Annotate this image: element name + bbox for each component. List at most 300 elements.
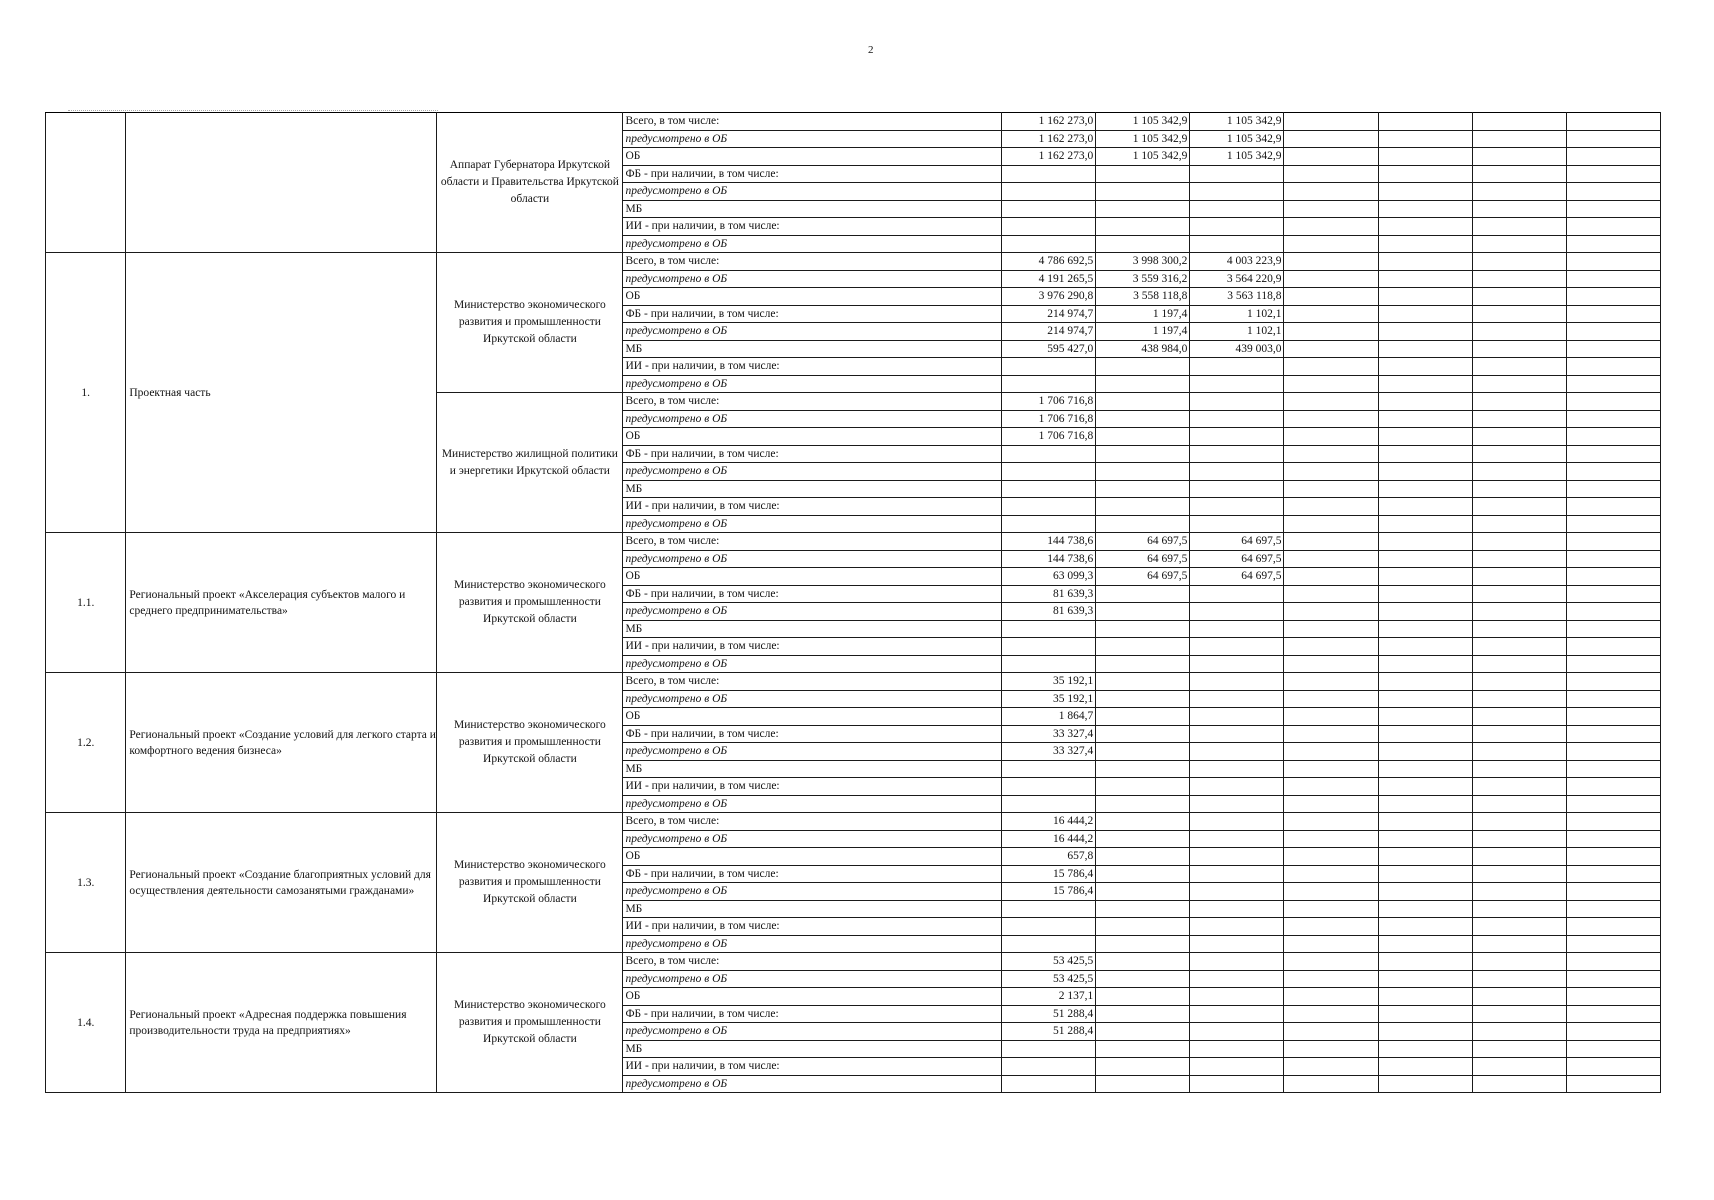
amount-cell	[1002, 918, 1096, 936]
amount-cell: 1 706 716,8	[1002, 393, 1096, 411]
amount-cell	[1284, 725, 1378, 743]
amount-cell	[1378, 813, 1472, 831]
amount-cell	[1566, 235, 1660, 253]
amount-cell	[1378, 900, 1472, 918]
amount-cell	[1378, 323, 1472, 341]
amount-cell: 1 706 716,8	[1002, 428, 1096, 446]
amount-cell	[1284, 253, 1378, 271]
amount-cell	[1378, 113, 1472, 131]
amount-cell	[1190, 830, 1284, 848]
amount-cell	[1096, 1023, 1190, 1041]
amount-cell	[1190, 410, 1284, 428]
amount-cell: 1 102,1	[1190, 305, 1284, 323]
amount-cell	[1472, 428, 1566, 446]
amount-cell	[1378, 393, 1472, 411]
table-row	[46, 113, 1661, 131]
amount-cell	[1566, 165, 1660, 183]
section-name: Региональный проект «Создание условий для легкого старта и комфортного ведения бизнеса»	[126, 673, 437, 813]
amount-cell	[1472, 305, 1566, 323]
amount-cell	[1284, 953, 1378, 971]
amount-cell: 4 191 265,5	[1002, 270, 1096, 288]
amount-cell	[1378, 988, 1472, 1006]
amount-cell: 64 697,5	[1190, 568, 1284, 586]
funding-source-label: Всего, в том числе:	[623, 673, 1002, 691]
amount-cell	[1566, 1023, 1660, 1041]
amount-cell	[1378, 568, 1472, 586]
funding-source-label: ИИ - при наличии, в том числе:	[623, 918, 1002, 936]
amount-cell	[1566, 568, 1660, 586]
amount-cell	[1190, 480, 1284, 498]
funding-source-label: предусмотрено в ОБ	[623, 935, 1002, 953]
amount-cell	[1566, 498, 1660, 516]
responsible-executor: Министерство жилищной политики и энергетики Иркутской области	[437, 393, 623, 533]
amount-cell	[1378, 795, 1472, 813]
amount-cell	[1378, 620, 1472, 638]
amount-cell	[1566, 795, 1660, 813]
amount-cell	[1284, 480, 1378, 498]
section-number: 1.2.	[46, 673, 126, 813]
amount-cell: 51 288,4	[1002, 1005, 1096, 1023]
amount-cell	[1284, 130, 1378, 148]
amount-cell	[1378, 1040, 1472, 1058]
amount-cell	[1190, 358, 1284, 376]
funding-source-label: предусмотрено в ОБ	[623, 1023, 1002, 1041]
amount-cell	[1284, 183, 1378, 201]
amount-cell	[1472, 988, 1566, 1006]
amount-cell: 64 697,5	[1096, 550, 1190, 568]
amount-cell	[1190, 1040, 1284, 1058]
funding-source-label: предусмотрено в ОБ	[623, 550, 1002, 568]
section-number: 1.	[46, 253, 126, 533]
amount-cell	[1002, 515, 1096, 533]
amount-cell: 214 974,7	[1002, 305, 1096, 323]
amount-cell	[1096, 428, 1190, 446]
funding-source-label: МБ	[623, 200, 1002, 218]
amount-cell	[1284, 673, 1378, 691]
amount-cell	[1566, 848, 1660, 866]
amount-cell	[1190, 1058, 1284, 1076]
amount-cell	[1284, 935, 1378, 953]
amount-cell	[1566, 708, 1660, 726]
amount-cell	[1378, 603, 1472, 621]
amount-cell	[1190, 498, 1284, 516]
table-row	[46, 253, 1661, 271]
amount-cell	[1472, 410, 1566, 428]
amount-cell	[1378, 953, 1472, 971]
amount-cell	[1378, 830, 1472, 848]
amount-cell	[1472, 253, 1566, 271]
amount-cell	[1096, 970, 1190, 988]
amount-cell	[1190, 445, 1284, 463]
amount-cell	[1472, 533, 1566, 551]
amount-cell	[1378, 183, 1472, 201]
amount-cell	[1378, 760, 1472, 778]
table-row	[46, 813, 1661, 831]
amount-cell	[1002, 235, 1096, 253]
amount-cell	[1190, 218, 1284, 236]
amount-cell: 3 563 118,8	[1190, 288, 1284, 306]
amount-cell	[1190, 603, 1284, 621]
amount-cell	[1190, 848, 1284, 866]
amount-cell: 35 192,1	[1002, 690, 1096, 708]
amount-cell	[1096, 183, 1190, 201]
amount-cell	[1472, 165, 1566, 183]
amount-cell	[1566, 428, 1660, 446]
table-row	[46, 533, 1661, 551]
amount-cell: 1 105 342,9	[1096, 113, 1190, 131]
amount-cell	[1096, 865, 1190, 883]
amount-cell	[1284, 1075, 1378, 1093]
amount-cell	[1284, 323, 1378, 341]
amount-cell	[1472, 673, 1566, 691]
responsible-executor: Министерство экономического развития и промышленности Иркутской области	[437, 953, 623, 1093]
amount-cell	[1284, 393, 1378, 411]
funding-source-label: ФБ - при наличии, в том числе:	[623, 725, 1002, 743]
amount-cell	[1378, 638, 1472, 656]
amount-cell	[1284, 900, 1378, 918]
amount-cell	[1002, 498, 1096, 516]
funding-source-label: предусмотрено в ОБ	[623, 235, 1002, 253]
amount-cell	[1472, 708, 1566, 726]
amount-cell	[1190, 183, 1284, 201]
amount-cell	[1096, 673, 1190, 691]
amount-cell: 53 425,5	[1002, 953, 1096, 971]
amount-cell	[1472, 690, 1566, 708]
amount-cell	[1096, 480, 1190, 498]
funding-source-label: ФБ - при наличии, в том числе:	[623, 1005, 1002, 1023]
amount-cell	[1190, 673, 1284, 691]
amount-cell	[1566, 725, 1660, 743]
amount-cell	[1190, 988, 1284, 1006]
amount-cell	[1566, 585, 1660, 603]
amount-cell	[1190, 1005, 1284, 1023]
amount-cell	[1566, 620, 1660, 638]
amount-cell	[1566, 358, 1660, 376]
amount-cell	[1284, 550, 1378, 568]
amount-cell	[1284, 778, 1378, 796]
amount-cell	[1566, 760, 1660, 778]
funding-source-label: ФБ - при наличии, в том числе:	[623, 865, 1002, 883]
amount-cell: 33 327,4	[1002, 725, 1096, 743]
amount-cell	[1378, 1023, 1472, 1041]
amount-cell	[1096, 463, 1190, 481]
amount-cell	[1002, 778, 1096, 796]
amount-cell	[1566, 813, 1660, 831]
amount-cell	[1096, 988, 1190, 1006]
amount-cell	[1566, 778, 1660, 796]
funding-source-label: предусмотрено в ОБ	[623, 515, 1002, 533]
amount-cell	[1096, 1075, 1190, 1093]
amount-cell	[1566, 218, 1660, 236]
amount-cell	[1472, 953, 1566, 971]
amount-cell	[1190, 883, 1284, 901]
amount-cell: 3 564 220,9	[1190, 270, 1284, 288]
amount-cell	[1284, 708, 1378, 726]
funding-source-label: ФБ - при наличии, в том числе:	[623, 585, 1002, 603]
amount-cell	[1378, 585, 1472, 603]
amount-cell: 3 998 300,2	[1096, 253, 1190, 271]
amount-cell	[1472, 1023, 1566, 1041]
amount-cell: 1 105 342,9	[1190, 113, 1284, 131]
funding-source-label: предусмотрено в ОБ	[623, 883, 1002, 901]
amount-cell	[1190, 638, 1284, 656]
amount-cell: 439 003,0	[1190, 340, 1284, 358]
amount-cell	[1378, 235, 1472, 253]
funding-source-label: ОБ	[623, 568, 1002, 586]
amount-cell	[1096, 235, 1190, 253]
amount-cell	[1472, 183, 1566, 201]
amount-cell: 3 558 118,8	[1096, 288, 1190, 306]
amount-cell	[1096, 883, 1190, 901]
amount-cell: 144 738,6	[1002, 550, 1096, 568]
funding-source-label: предусмотрено в ОБ	[623, 970, 1002, 988]
amount-cell	[1284, 498, 1378, 516]
amount-cell	[1002, 200, 1096, 218]
amount-cell	[1190, 918, 1284, 936]
amount-cell	[1378, 550, 1472, 568]
amount-cell	[1566, 515, 1660, 533]
amount-cell: 53 425,5	[1002, 970, 1096, 988]
amount-cell	[1566, 410, 1660, 428]
amount-cell: 1 197,4	[1096, 323, 1190, 341]
amount-cell	[1096, 603, 1190, 621]
amount-cell	[1566, 900, 1660, 918]
amount-cell	[1472, 568, 1566, 586]
funding-source-label: ОБ	[623, 988, 1002, 1006]
amount-cell	[1378, 288, 1472, 306]
amount-cell	[1096, 165, 1190, 183]
funding-source-label: ИИ - при наличии, в том числе:	[623, 638, 1002, 656]
amount-cell	[1190, 708, 1284, 726]
amount-cell	[1284, 988, 1378, 1006]
amount-cell	[1566, 463, 1660, 481]
amount-cell	[1096, 445, 1190, 463]
amount-cell	[1566, 393, 1660, 411]
amount-cell	[1002, 358, 1096, 376]
amount-cell	[1378, 463, 1472, 481]
amount-cell	[1566, 988, 1660, 1006]
amount-cell	[1566, 603, 1660, 621]
amount-cell	[1096, 358, 1190, 376]
funding-source-label: МБ	[623, 900, 1002, 918]
funding-source-label: МБ	[623, 620, 1002, 638]
funding-source-label: предусмотрено в ОБ	[623, 830, 1002, 848]
table-body	[46, 113, 1661, 1093]
amount-cell	[1002, 655, 1096, 673]
amount-cell	[1472, 638, 1566, 656]
amount-cell	[1566, 1058, 1660, 1076]
funding-source-label: МБ	[623, 760, 1002, 778]
amount-cell: 1 197,4	[1096, 305, 1190, 323]
amount-cell	[1002, 760, 1096, 778]
amount-cell	[1566, 1040, 1660, 1058]
section-name: Региональный проект «Акселерация субъектов малого и среднего предпринимательства»	[126, 533, 437, 673]
amount-cell	[1096, 638, 1190, 656]
funding-source-label: предусмотрено в ОБ	[623, 130, 1002, 148]
amount-cell	[1472, 323, 1566, 341]
amount-cell	[1190, 725, 1284, 743]
amount-cell	[1566, 550, 1660, 568]
amount-cell	[1284, 375, 1378, 393]
amount-cell: 81 639,3	[1002, 603, 1096, 621]
amount-cell	[1002, 218, 1096, 236]
amount-cell	[1472, 358, 1566, 376]
amount-cell	[1002, 900, 1096, 918]
amount-cell: 1 105 342,9	[1190, 148, 1284, 166]
amount-cell	[1002, 638, 1096, 656]
amount-cell	[1566, 445, 1660, 463]
top-dotted-rule	[68, 110, 438, 111]
amount-cell	[1190, 200, 1284, 218]
amount-cell: 33 327,4	[1002, 743, 1096, 761]
amount-cell	[1472, 1075, 1566, 1093]
amount-cell	[1472, 778, 1566, 796]
amount-cell	[1378, 498, 1472, 516]
amount-cell	[1378, 1075, 1472, 1093]
amount-cell	[1284, 848, 1378, 866]
amount-cell	[1190, 778, 1284, 796]
amount-cell: 438 984,0	[1096, 340, 1190, 358]
amount-cell	[1472, 200, 1566, 218]
amount-cell	[1190, 935, 1284, 953]
amount-cell	[1472, 480, 1566, 498]
amount-cell	[1284, 218, 1378, 236]
amount-cell	[1284, 340, 1378, 358]
amount-cell	[1284, 305, 1378, 323]
amount-cell	[1472, 463, 1566, 481]
amount-cell	[1096, 795, 1190, 813]
page-number: 2	[868, 44, 874, 56]
amount-cell	[1566, 690, 1660, 708]
amount-cell	[1096, 935, 1190, 953]
amount-cell	[1096, 218, 1190, 236]
funding-source-label: ФБ - при наличии, в том числе:	[623, 305, 1002, 323]
amount-cell	[1190, 375, 1284, 393]
amount-cell	[1472, 288, 1566, 306]
amount-cell	[1472, 375, 1566, 393]
amount-cell	[1284, 288, 1378, 306]
section-number: 1.4.	[46, 953, 126, 1093]
amount-cell	[1096, 760, 1190, 778]
amount-cell	[1566, 1005, 1660, 1023]
amount-cell	[1378, 865, 1472, 883]
amount-cell	[1472, 848, 1566, 866]
responsible-executor: Министерство экономического развития и промышленности Иркутской области	[437, 673, 623, 813]
funding-source-label: Всего, в том числе:	[623, 533, 1002, 551]
amount-cell	[1378, 165, 1472, 183]
amount-cell	[1378, 690, 1472, 708]
amount-cell	[1378, 883, 1472, 901]
amount-cell	[1002, 1040, 1096, 1058]
amount-cell	[1472, 1005, 1566, 1023]
amount-cell	[1190, 1075, 1284, 1093]
amount-cell	[1284, 463, 1378, 481]
amount-cell	[1566, 288, 1660, 306]
amount-cell	[1002, 445, 1096, 463]
funding-source-label: ИИ - при наличии, в том числе:	[623, 498, 1002, 516]
amount-cell	[1378, 1005, 1472, 1023]
amount-cell	[1096, 918, 1190, 936]
amount-cell	[1472, 935, 1566, 953]
funding-source-label: МБ	[623, 1040, 1002, 1058]
amount-cell: 1 105 342,9	[1096, 130, 1190, 148]
amount-cell	[1472, 113, 1566, 131]
amount-cell: 657,8	[1002, 848, 1096, 866]
amount-cell	[1566, 340, 1660, 358]
amount-cell: 16 444,2	[1002, 830, 1096, 848]
amount-cell: 1 706 716,8	[1002, 410, 1096, 428]
amount-cell	[1096, 393, 1190, 411]
responsible-executor: Аппарат Губернатора Иркутской области и Правительства Иркутской области	[437, 113, 623, 253]
amount-cell	[1472, 1040, 1566, 1058]
amount-cell	[1378, 375, 1472, 393]
amount-cell	[1378, 848, 1472, 866]
funding-source-label: ОБ	[623, 148, 1002, 166]
funding-source-label: МБ	[623, 340, 1002, 358]
amount-cell	[1378, 935, 1472, 953]
amount-cell	[1566, 970, 1660, 988]
amount-cell	[1378, 358, 1472, 376]
funding-source-label: ОБ	[623, 848, 1002, 866]
amount-cell	[1284, 918, 1378, 936]
amount-cell	[1002, 1075, 1096, 1093]
amount-cell	[1472, 498, 1566, 516]
amount-cell	[1190, 165, 1284, 183]
amount-cell	[1472, 218, 1566, 236]
section-name: Региональный проект «Адресная поддержка повышения производительности труда на предприятиях»	[126, 953, 437, 1093]
amount-cell: 1 102,1	[1190, 323, 1284, 341]
amount-cell	[1002, 935, 1096, 953]
amount-cell: 51 288,4	[1002, 1023, 1096, 1041]
amount-cell	[1284, 743, 1378, 761]
amount-cell	[1378, 445, 1472, 463]
funding-source-label: МБ	[623, 480, 1002, 498]
amount-cell	[1566, 918, 1660, 936]
amount-cell	[1284, 865, 1378, 883]
amount-cell	[1096, 1005, 1190, 1023]
funding-source-label: предусмотрено в ОБ	[623, 1075, 1002, 1093]
amount-cell	[1096, 848, 1190, 866]
funding-source-label: ИИ - при наличии, в том числе:	[623, 778, 1002, 796]
amount-cell	[1566, 253, 1660, 271]
amount-cell	[1284, 113, 1378, 131]
section-number: 1.1.	[46, 533, 126, 673]
amount-cell	[1566, 305, 1660, 323]
amount-cell: 81 639,3	[1002, 585, 1096, 603]
amount-cell	[1284, 883, 1378, 901]
amount-cell	[1472, 795, 1566, 813]
budget-table	[45, 112, 1661, 1093]
amount-cell: 3 559 316,2	[1096, 270, 1190, 288]
funding-source-label: предусмотрено в ОБ	[623, 410, 1002, 428]
amount-cell	[1190, 620, 1284, 638]
amount-cell: 595 427,0	[1002, 340, 1096, 358]
amount-cell	[1002, 795, 1096, 813]
amount-cell	[1190, 865, 1284, 883]
funding-source-label: ИИ - при наличии, в том числе:	[623, 358, 1002, 376]
amount-cell	[1378, 533, 1472, 551]
amount-cell	[1190, 795, 1284, 813]
amount-cell	[1096, 778, 1190, 796]
funding-source-label: предусмотрено в ОБ	[623, 690, 1002, 708]
amount-cell	[1284, 1005, 1378, 1023]
amount-cell	[1096, 410, 1190, 428]
amount-cell	[1566, 1075, 1660, 1093]
amount-cell	[1566, 953, 1660, 971]
amount-cell	[1284, 235, 1378, 253]
amount-cell	[1472, 655, 1566, 673]
amount-cell	[1284, 533, 1378, 551]
